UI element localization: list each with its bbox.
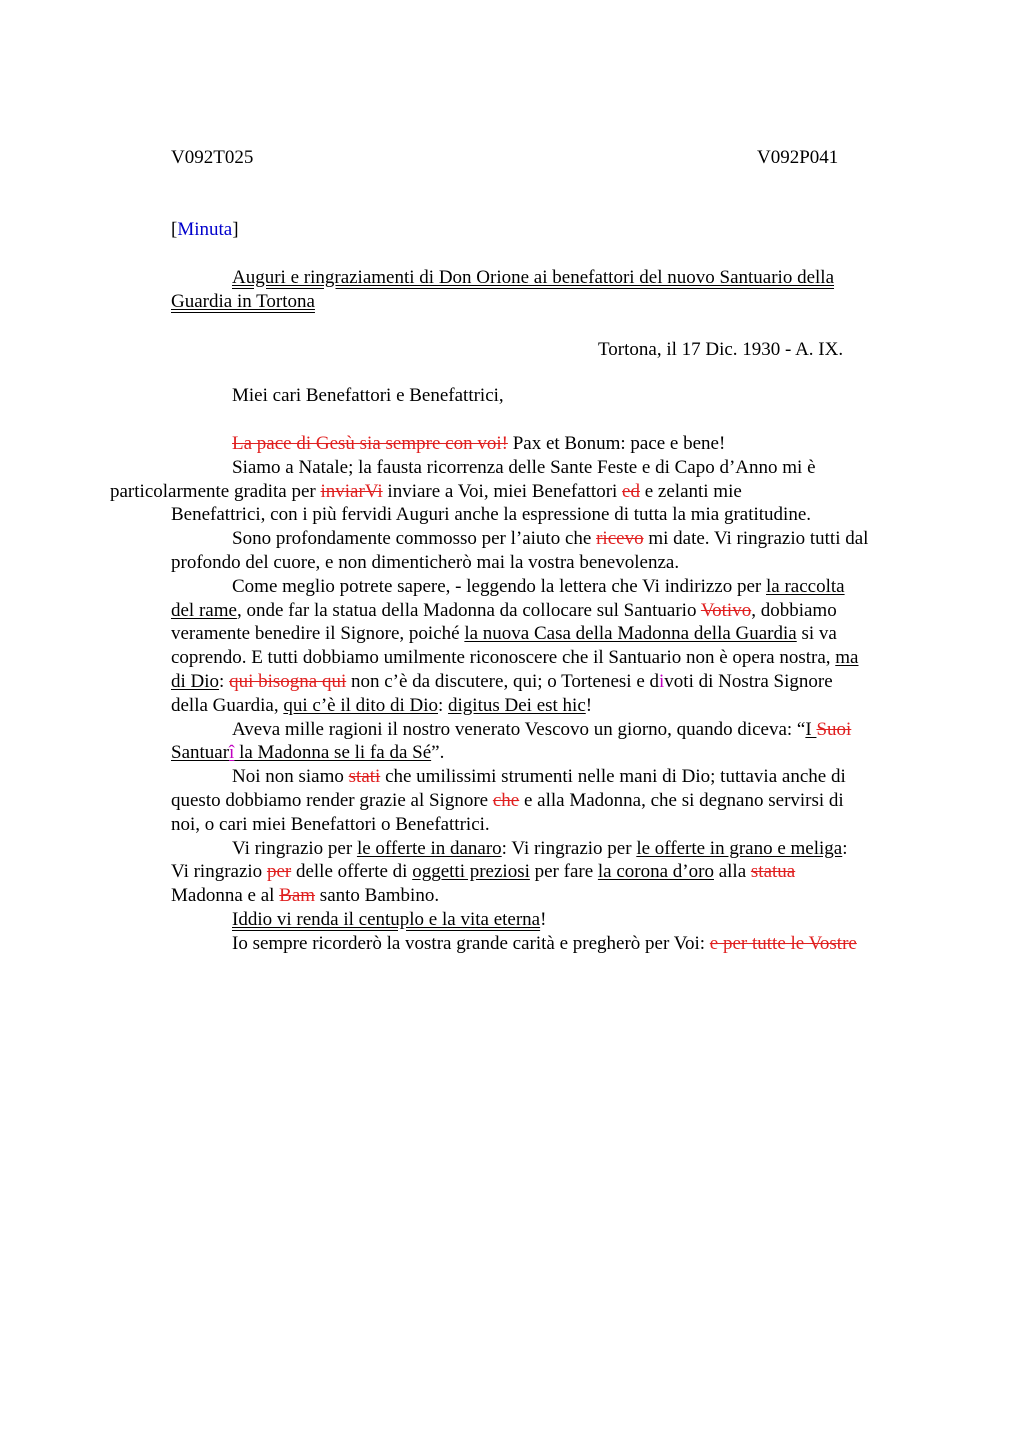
deleted-text: La pace di Gesù sia sempre con voi! — [232, 433, 508, 454]
paragraph-8 — [171, 908, 931, 932]
text: Come meglio potrete sapere, - leggendo la lettera che Vi indirizzo per — [232, 575, 766, 597]
underlined-text: la raccolta — [766, 575, 845, 597]
text: Io sempre ricorderò la vostra grande carità e pregherò per Voi: — [232, 932, 710, 954]
paragraph-3 — [171, 527, 931, 575]
letter-body — [110, 432, 931, 956]
text: profondo del cuore, e non dimenticherò mai la vostra benevolenza. — [171, 551, 680, 573]
deleted-text: ricevo — [596, 528, 644, 550]
text: veramente benedire il Signore, poiché — [171, 623, 465, 645]
deleted-text: Suoi — [816, 718, 852, 740]
text: voti di Nostra Signore — [664, 670, 833, 692]
title-line-1: Auguri e ringraziamenti di Don Orione ai benefattori del nuovo Santuario della — [232, 267, 835, 288]
underlined-text: qui c’è il dito di Dio — [283, 694, 438, 716]
text: e zelanti mie — [639, 480, 742, 502]
underlined-text: le offerte in danaro — [356, 837, 502, 859]
underlined-text: le offerte in grano e meliga — [636, 837, 843, 859]
text: non c’è da discutere, qui; o Tortenesi e d — [346, 670, 660, 692]
deleted-text: per — [266, 861, 292, 883]
paragraph-4 — [171, 575, 931, 718]
paragraph-6 — [171, 765, 931, 836]
text: : — [219, 670, 230, 692]
text: Siamo a Natale; la fausta ricorrenza delle Sante Feste e di Capo d’Anno mi è — [232, 456, 816, 478]
bracket-open: [ — [171, 219, 178, 240]
underlined-text: Santuar — [171, 742, 230, 764]
text: Madonna e al — [171, 885, 280, 907]
underlined-text: la Madonna se li fa da Sé — [234, 742, 432, 764]
text: : — [842, 837, 848, 859]
paragraph-9 — [171, 932, 931, 956]
text: Vi ringrazio per — [232, 837, 357, 859]
inserted-letter: î — [229, 742, 235, 764]
text: ! — [585, 694, 593, 716]
deleted-text: Bam — [279, 885, 316, 907]
underlined-text: digitus Dei est hic — [448, 694, 586, 716]
document-title — [171, 266, 931, 314]
underlined-text: la corona d’oro — [597, 861, 714, 883]
text: : — [438, 694, 449, 716]
underlined-text: la nuova Casa della Madonna della Guardia — [464, 623, 797, 645]
deleted-text: inviarVi — [320, 480, 383, 502]
text: della Guardia, — [171, 694, 284, 716]
text: Aveva mille ragioni il nostro venerato Vescovo un giorno, quando diceva: “ — [232, 718, 806, 740]
text: Benefattrici, con i più fervidi Auguri anche la espressione di tutta la mia gratitudine. — [171, 504, 811, 526]
dateline: Tortona, il 17 Dic. 1930 - A. IX. — [598, 339, 844, 360]
minuta-label — [171, 218, 239, 242]
deleted-text: e per tutte le Vostre — [709, 932, 857, 954]
document-code-left: V092T025 — [171, 147, 254, 168]
text: delle offerte di — [291, 861, 413, 883]
text: ”. — [431, 742, 445, 764]
underlined-text: di Dio — [171, 670, 220, 692]
text: Vi ringrazio — [171, 861, 267, 883]
text: santo Bambino. — [315, 885, 440, 907]
deleted-text: stati — [348, 766, 381, 788]
text: , onde far la statua della Madonna da collocare sul Santuario — [236, 599, 701, 621]
underlined-text: oggetti preziosi — [412, 861, 530, 883]
deleted-text: Votivo — [700, 599, 752, 621]
text: Pax et Bonum: pace e bene! — [507, 433, 726, 454]
deleted-text: qui bisogna qui — [229, 670, 347, 692]
text: particolarmente gradita per — [110, 480, 321, 502]
text: si va — [796, 623, 837, 645]
deleted-text: statua — [750, 861, 796, 883]
deleted-text: ed — [622, 480, 640, 502]
inserted-letter: i — [659, 670, 665, 692]
paragraph-1 — [171, 432, 931, 456]
paragraph-2 — [110, 456, 931, 527]
underlined-text: I — [805, 718, 817, 740]
text: mi date. Vi ringrazio tutti dal — [643, 528, 869, 550]
text: coprendo. E tutti dobbiamo umilmente riconoscere che il Santuario non è opera nostra, — [171, 647, 836, 669]
text: per fare — [529, 861, 598, 883]
double-underlined-text: Iddio vi renda il centuplo e la vita eterna — [232, 908, 541, 930]
underlined-text: ma — [835, 647, 859, 669]
document-code-right: V092P041 — [757, 147, 839, 168]
greeting: Miei cari Benefattori e Benefattrici, — [232, 385, 504, 406]
paragraph-7 — [171, 837, 931, 908]
paragraph-5 — [171, 718, 931, 766]
deleted-text: che — [492, 789, 520, 811]
text: alla — [713, 861, 751, 883]
text: noi, o cari miei Benefattori o Benefattrici. — [171, 813, 490, 835]
text: ! — [540, 908, 547, 930]
text: : Vi ringrazio per — [501, 837, 637, 859]
text: che umilissimi strumenti nelle mani di Dio; tuttavia anche di — [380, 766, 846, 788]
title-line-2: Guardia in Tortona — [171, 291, 315, 312]
text: Sono profondamente commosso per l’aiuto che — [232, 528, 597, 550]
text: e alla Madonna, che si degnano servirsi di — [519, 789, 844, 811]
text: questo dobbiamo render grazie al Signore — [171, 789, 493, 811]
minuta-text: Minuta — [177, 219, 233, 240]
text: , dobbiamo — [751, 599, 837, 621]
text: Noi non siamo — [232, 766, 349, 788]
bracket-close: ] — [232, 219, 239, 240]
text: inviare a Voi, miei Benefattori — [382, 480, 623, 502]
underlined-text: del rame — [171, 599, 237, 621]
